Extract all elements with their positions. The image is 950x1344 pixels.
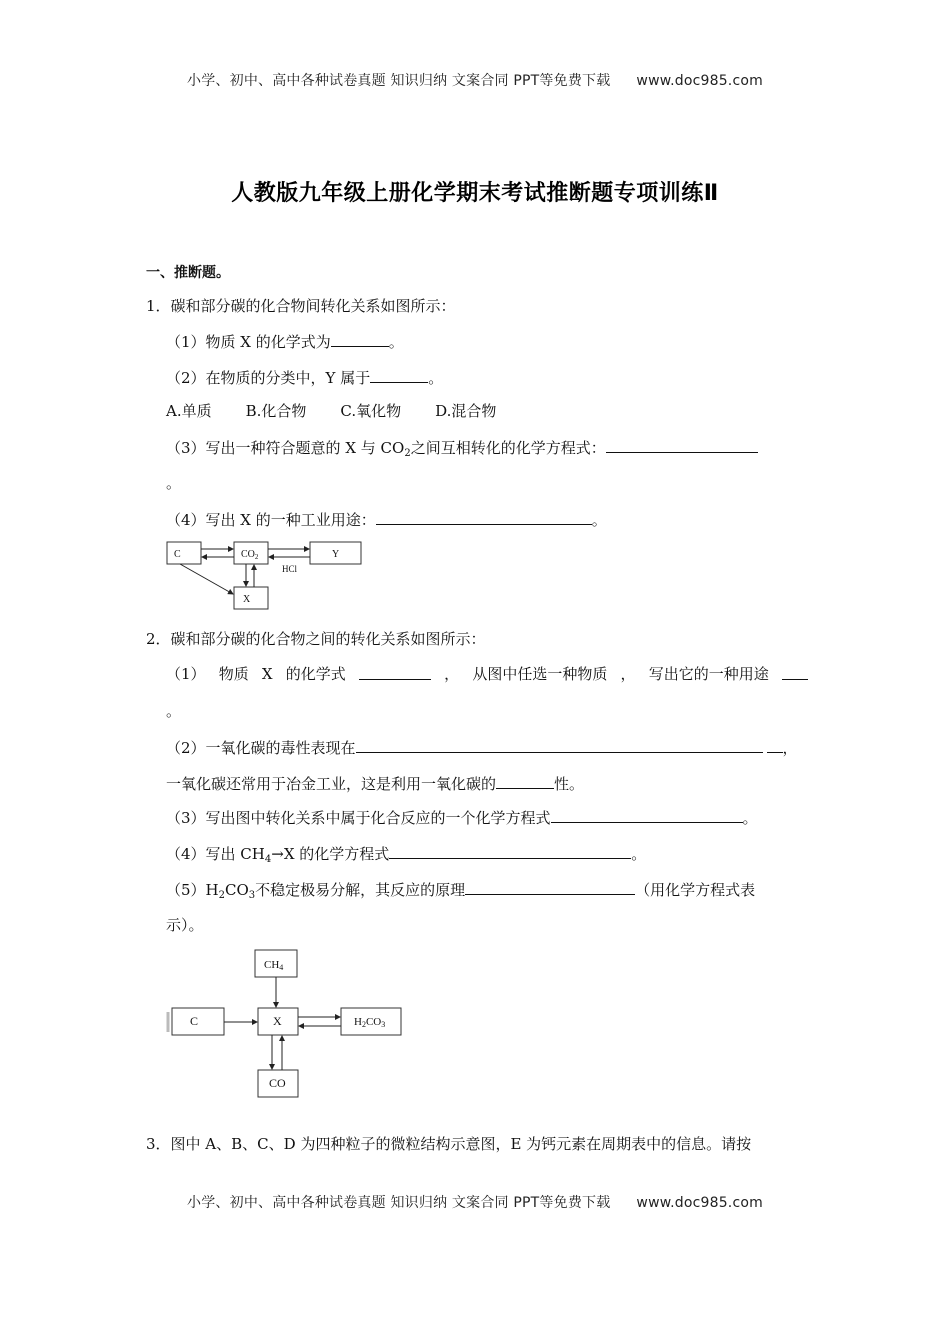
q1-label-y: Y [332,549,340,560]
q2-answer-blank-1[interactable] [359,664,431,680]
q2-part2-end: 性。 [554,775,585,793]
q2-part5-text2: CO [225,881,249,899]
q1-diagram [160,536,370,614]
q1-answer-blank-3[interactable] [606,437,758,453]
q1-part3-end: 。 [166,474,182,492]
q2-part3 [166,807,758,828]
q2-part5-sub1: 2 [218,890,225,901]
q2-part1-comma1: ， [444,665,460,683]
q2-part5-end: 示）。 [166,916,204,934]
q1-option-d[interactable]: D.混合物 [435,402,497,420]
q1-part2-end: 。 [428,369,444,387]
q1-part2-text: （2）在物质的分类中，Y 属于 [166,369,371,387]
q1-answer-blank-4[interactable] [376,509,592,525]
q2-stem: 2．碳和部分碳的化合物之间的转化关系如图所示： [146,630,486,648]
q2-part4 [166,843,646,864]
q1-part3-sub: 2 [404,448,411,459]
q1-answer-blank-1[interactable] [331,331,389,347]
q2-answer-blank-2[interactable] [782,664,808,680]
q3-stem: 3．图中 A、B、C、D 为四种粒子的微粒结构示意图，E 为钙元素在周期表中的信息。请按 [146,1135,752,1153]
q1-part4-end: 。 [591,511,607,529]
q1-part1-end: 。 [388,333,404,351]
q2-part2-comma: ， [782,739,798,757]
q1-option-b[interactable]: B.化合物 [245,402,307,420]
q2-answer-blank-6[interactable] [389,843,631,859]
q2-part1-end: 。 [166,702,182,720]
q2-answer-blank-7[interactable] [465,879,635,895]
q2-part3-text: （3）写出图中转化关系中属于化合反应的一个化学方程式 [166,809,551,827]
q1-part4 [166,509,607,530]
section-heading: 一、推断题。 [146,265,230,281]
q2-part2-text: （2）一氧化碳的毒性表现在 [166,739,356,757]
q1-label-hcl: HCl [282,564,298,574]
q2-label-co: CO [269,1076,286,1090]
q2-part4-sub: 4 [264,854,272,865]
q2-part1 [166,664,808,684]
q2-part1-w1: 物质 [218,665,249,683]
q2-part5-text: （5）H [166,881,219,899]
q2-part5-text4: （用化学方程式表 [635,881,756,899]
q1-part1-text: （1）物质 X 的化学式为 [166,333,331,351]
q1-part2 [166,367,443,388]
header-text: 小学、初中、高中各种试卷真题 知识归纳 文案合同 PPT等免费下载 [187,73,611,89]
q2-part2-cont [166,773,584,794]
q2-label-c: C [190,1014,199,1028]
q1-option-c[interactable]: C.氧化物 [340,402,402,420]
q2-part1-w3: 的化学式 [285,665,346,683]
q2-part1-w5: 写出它的一种用途 [648,665,769,683]
q2-part2-text2: 一氧化碳还常用于冶金工业，这是利用一氧化碳的 [166,775,497,793]
q1-option-a[interactable]: A.单质 [166,402,212,420]
q1-part4-text: （4）写出 X 的一种工业用途： [166,511,376,529]
q1-box-c [167,542,201,564]
q1-label-c: C [174,549,181,560]
q2-part4-text: （4）写出 CH [166,845,265,863]
page-footer [0,1192,950,1212]
q2-answer-blank-3b[interactable] [767,737,783,753]
q2-part4-end: 。 [631,845,647,863]
q2-part1-comma2: ， [620,665,636,683]
q1-label-co2: $CO_2$ [241,549,259,561]
q2-answer-blank-4[interactable] [496,773,554,789]
q2-label-h2co3: H2CO3 [354,1016,386,1029]
q2-answer-blank-3[interactable] [356,737,763,753]
q2-part2 [166,737,798,758]
q2-part3-end: 。 [742,809,758,827]
q2-part1-w2: X [261,665,273,683]
q1-part3 [166,437,758,458]
q2-label-ch4: CH4 [264,959,284,972]
q2-answer-blank-5[interactable] [551,807,743,823]
q2-part5-text3: 不稳定极易分解，其反应的原理 [255,881,466,899]
q2-part4-text2: →X 的化学方程式 [271,845,390,863]
q2-label-x: X [273,1014,282,1028]
document-title: 人教版九年级上册化学期末考试推断题专项训练Ⅱ [231,181,719,206]
q2-diagram [164,944,408,1104]
q1-part3-text2: 之间互相转化的化学方程式： [410,439,606,457]
q1-stem: 1．碳和部分碳的化合物间转化关系如图所示： [146,297,456,315]
q1-label-x: X [243,594,251,605]
q2-part1-num: （1） [166,665,206,683]
q1-part1 [166,331,404,352]
header-url[interactable]: www.doc985.com [636,73,763,89]
q1-options [166,401,530,421]
page-header [0,70,950,90]
q1-arrow-c-x [180,564,233,594]
q2-part5 [166,879,755,900]
q2-part1-w4: 从图中任选一种物质 [472,665,608,683]
q1-part3-text: （3）写出一种符合题意的 X 与 CO [166,439,405,457]
footer-text: 小学、初中、高中各种试卷真题 知识归纳 文案合同 PPT等免费下载 [187,1195,611,1211]
q1-box-x [234,587,268,609]
q1-answer-blank-2[interactable] [370,367,428,383]
q2-part5-sub2: 3 [248,890,256,901]
footer-url[interactable]: www.doc985.com [636,1195,763,1211]
